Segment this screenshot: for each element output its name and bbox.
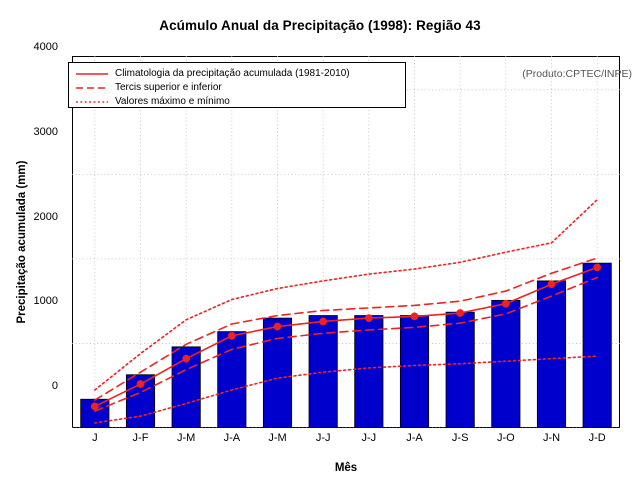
legend-label: Tercis superior e inferior: [115, 81, 222, 93]
reference-lines: [95, 200, 597, 423]
y-tick-label: 4000: [33, 41, 58, 53]
y-axis-ticks: [0, 41, 66, 428]
y-tick-label: 2000: [33, 211, 58, 223]
x-tick-label: J-A: [406, 432, 423, 444]
data-point-marker: [274, 323, 281, 330]
x-tick-label: J-S: [451, 432, 469, 444]
data-point-marker: [137, 381, 144, 388]
bar: [446, 312, 474, 428]
x-tick-label: J: [92, 432, 98, 444]
x-tick-label: J-J: [315, 432, 331, 444]
legend-label: Valores máximo e mínimo: [115, 95, 230, 107]
data-point-marker: [548, 281, 555, 288]
x-tick-label: J-O: [496, 432, 515, 444]
data-point-marker: [320, 318, 327, 325]
data-point-marker: [411, 313, 418, 320]
data-point-marker: [457, 310, 464, 317]
x-tick-label: J-J: [361, 432, 377, 444]
y-tick-label: 1000: [33, 295, 58, 307]
data-point-marker: [502, 300, 509, 307]
legend-line-solid-icon: [75, 68, 109, 80]
legend-line-dashed-icon: [75, 82, 109, 94]
bar: [537, 281, 565, 428]
bar: [218, 332, 246, 428]
series-line-solid: [95, 267, 597, 406]
legend-entry: [75, 67, 399, 80]
bar: [400, 316, 428, 428]
x-tick-label: J-A: [223, 432, 241, 444]
bar: [492, 300, 520, 428]
legend-entry: [75, 95, 399, 108]
data-point-marker: [365, 315, 372, 322]
bar: [355, 316, 383, 428]
bar: [583, 263, 611, 428]
series-line-dotted: [95, 356, 597, 423]
bar: [263, 318, 291, 428]
x-tick-label: J-N: [542, 432, 561, 444]
y-axis-label: Precipitação acumulada (mm): [16, 160, 28, 324]
x-axis-label: Mês: [334, 462, 358, 474]
x-tick-label: J-D: [588, 432, 606, 444]
x-axis-ticks: [72, 430, 620, 450]
x-tick-label: J-M: [176, 432, 196, 444]
climatology-markers: [91, 264, 600, 410]
legend: [68, 62, 406, 108]
x-tick-label: J-M: [268, 432, 287, 444]
y-tick-label: 0: [51, 380, 58, 392]
chart-title: Acúmulo Anual da Precipitação (1998): Região 43: [159, 18, 481, 33]
data-point-marker: [91, 403, 98, 410]
data-point-marker: [594, 264, 601, 271]
legend-entry: [75, 81, 399, 94]
legend-line-dotted-icon: [75, 96, 109, 108]
produto-note: (Produto:CPTEC/INPE): [522, 68, 632, 80]
series-line-dotted: [95, 200, 597, 390]
series-line-dashed: [95, 258, 597, 400]
bars: [81, 263, 612, 428]
plot-svg: [72, 56, 620, 428]
y-tick-label: 3000: [33, 126, 58, 138]
data-point-marker: [183, 355, 190, 362]
legend-label: Climatologia da precipitação acumulada (1981-2010): [115, 67, 350, 79]
x-tick-label: J-F: [132, 432, 149, 444]
data-point-marker: [228, 332, 235, 339]
plot-area: [72, 56, 620, 428]
